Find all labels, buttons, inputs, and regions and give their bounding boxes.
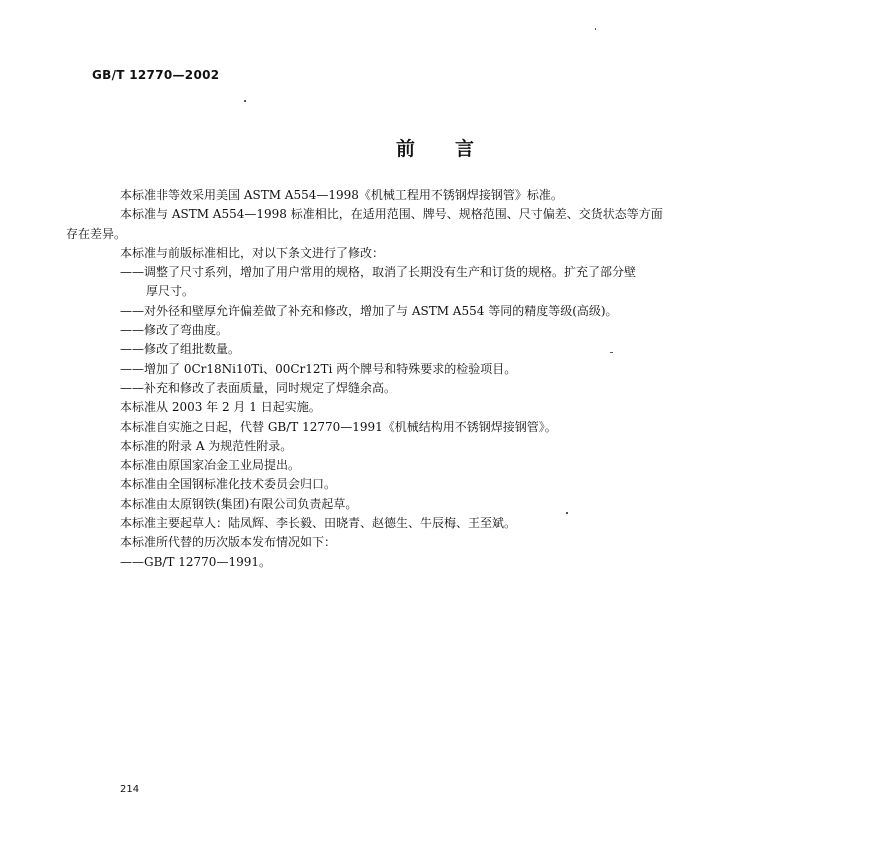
paragraph: 本标准与 ASTM A554—1998 标准相比，在适用范围、牌号、规格范围、尺寸偏差、交货状态等方面 [120, 207, 663, 222]
paragraph: 本标准由原国家冶金工业局提出。 [120, 458, 301, 473]
list-item: ——补充和修改了表面质量，同时规定了焊缝余高。 [120, 380, 397, 395]
paragraph: 本标准主要起草人：陆凤辉、李长毅、田晓青、赵德生、牛辰梅、王至斌。 [120, 516, 517, 531]
list-item: ——增加了 0Cr18Ni10Ti、00Cr12Ti 两个牌号和特殊要求的检验项目。 [120, 361, 517, 376]
page-title [0, 134, 870, 161]
paragraph: 本标准由太原钢铁(集团)有限公司负责起草。 [120, 496, 358, 511]
list-item: ——GB/T 12770—1991。 [120, 554, 271, 569]
paragraph: 本标准的附录 A 为规范性附录。 [120, 438, 293, 453]
paragraph: 本标准由全国钢标准化技术委员会归口。 [120, 477, 337, 492]
standard-number: GB/T 12770—2002 [92, 68, 220, 82]
page-number: 214 [120, 784, 140, 795]
paragraph-continuation: 存在差异。 [66, 226, 127, 241]
scan-speck [610, 352, 613, 353]
title-char-2: 言 [455, 138, 475, 160]
list-item: ——对外径和壁厚允许偏差做了补充和修改，增加了与 ASTM A554 等同的精度等级(高级)。 [120, 303, 618, 318]
paragraph: 本标准与前版标准相比，对以下条文进行了修改： [120, 245, 385, 260]
scan-speck [595, 28, 596, 30]
title-char-1: 前 [395, 138, 415, 160]
list-item: ——调整了尺寸系列，增加了用户常用的规格，取消了长期没有生产和订货的规格。扩充了部分壁 [120, 265, 637, 280]
paragraph: 本标准自实施之日起，代替 GB/T 12770—1991《机械结构用不锈钢焊接钢管》。 [120, 419, 557, 434]
paragraph: 本标准所代替的历次版本发布情况如下： [120, 535, 337, 550]
paragraph: 本标准从 2003 年 2 月 1 日起实施。 [120, 400, 321, 415]
list-item: ——修改了组批数量。 [120, 342, 241, 357]
list-item-continuation: 厚尺寸。 [146, 284, 195, 299]
paragraph: 本标准非等效采用美国 ASTM A554—1998《机械工程用不锈钢焊接钢管》标准。 [120, 188, 563, 202]
scan-speck [566, 512, 568, 514]
scan-speck [244, 100, 246, 102]
list-item: ——修改了弯曲度。 [120, 323, 229, 338]
foreword-body [66, 186, 782, 572]
